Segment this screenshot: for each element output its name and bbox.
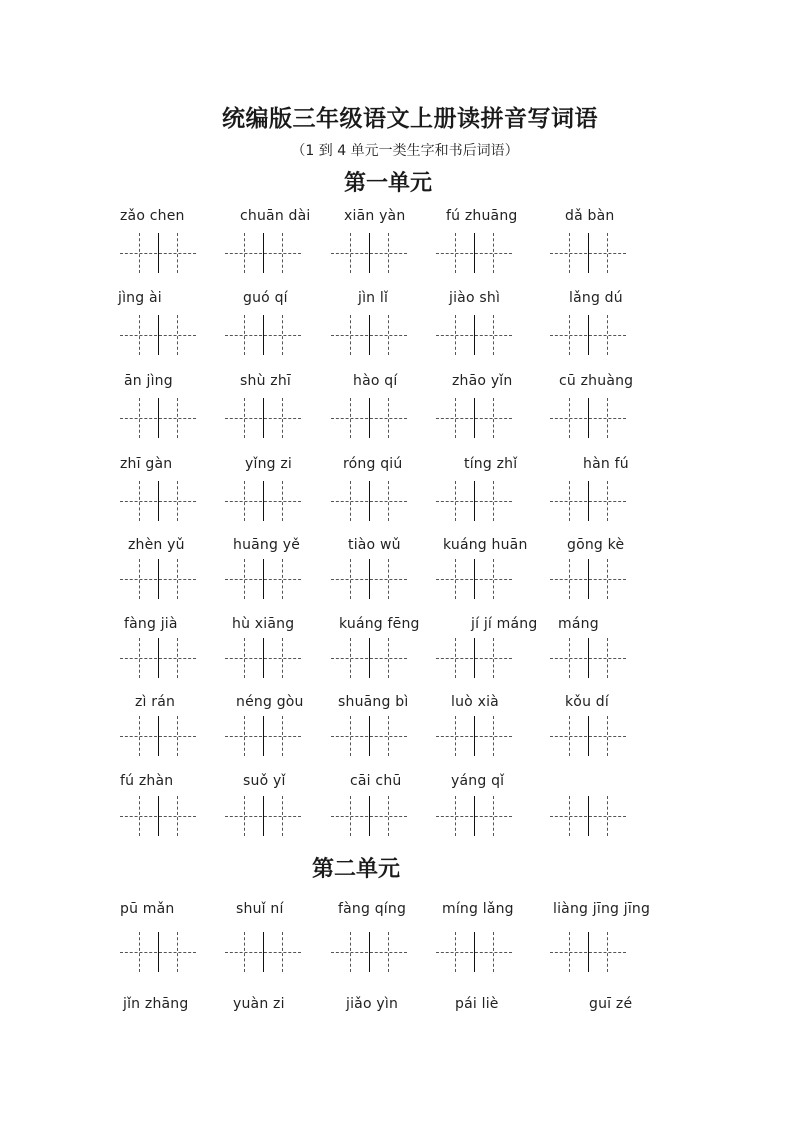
grid-guide [455, 559, 456, 599]
grid-guide [177, 233, 178, 273]
grid-divider [588, 796, 589, 836]
grid-guide [388, 481, 389, 521]
grid-divider [263, 233, 264, 273]
grid-guide [139, 233, 140, 273]
grid-divider [158, 481, 159, 521]
writing-grid [550, 638, 626, 678]
writing-grid [436, 932, 512, 972]
grid-guide [388, 638, 389, 678]
grid-guide [177, 716, 178, 756]
grid-guide [177, 315, 178, 355]
grid-divider [263, 559, 264, 599]
grid-guide [607, 638, 608, 678]
writing-grid [550, 716, 626, 756]
grid-guide [569, 796, 570, 836]
grid-guide [350, 638, 351, 678]
grid-divider [474, 315, 475, 355]
grid-guide [455, 716, 456, 756]
writing-grid [550, 233, 626, 273]
pinyin-prompt: zì rán [135, 694, 176, 710]
grid-guide [493, 233, 494, 273]
pinyin-prompt: néng gòu [236, 694, 304, 710]
grid-guide [607, 559, 608, 599]
grid-guide [455, 315, 456, 355]
grid-guide [177, 932, 178, 972]
pinyin-prompt: pū mǎn [120, 901, 175, 917]
grid-divider [369, 932, 370, 972]
grid-guide [569, 481, 570, 521]
grid-divider [158, 233, 159, 273]
grid-guide [607, 716, 608, 756]
pinyin-prompt: cū zhuàng [559, 373, 634, 389]
writing-grid [550, 315, 626, 355]
writing-grid [331, 398, 407, 438]
pinyin-prompt: jìng ài [118, 290, 162, 306]
grid-guide [388, 398, 389, 438]
grid-guide [244, 796, 245, 836]
pinyin-prompt: fàng jià [124, 616, 178, 632]
grid-guide [569, 315, 570, 355]
writing-grid [436, 559, 512, 599]
grid-guide [139, 716, 140, 756]
grid-divider [369, 638, 370, 678]
pinyin-prompt: tiào wǔ [348, 537, 401, 553]
pinyin-prompt: luò xià [451, 694, 499, 710]
grid-guide [244, 716, 245, 756]
grid-guide [177, 796, 178, 836]
writing-grid [550, 932, 626, 972]
grid-guide [177, 398, 178, 438]
grid-divider [369, 398, 370, 438]
grid-guide [455, 481, 456, 521]
pinyin-prompt: hào qí [353, 373, 398, 389]
writing-grid [120, 233, 196, 273]
grid-guide [139, 315, 140, 355]
grid-guide [244, 559, 245, 599]
grid-divider [158, 638, 159, 678]
grid-guide [282, 559, 283, 599]
grid-guide [569, 398, 570, 438]
grid-guide [139, 638, 140, 678]
pinyin-prompt: fàng qíng [338, 901, 407, 917]
grid-guide [350, 796, 351, 836]
grid-divider [369, 796, 370, 836]
grid-guide [282, 481, 283, 521]
writing-grid [120, 315, 196, 355]
pinyin-prompt: xiān yàn [344, 208, 406, 224]
writing-grid [225, 233, 301, 273]
pinyin-prompt: yǐng zi [245, 456, 293, 472]
grid-guide [493, 559, 494, 599]
grid-divider [588, 716, 589, 756]
writing-grid [120, 716, 196, 756]
grid-guide [607, 315, 608, 355]
pinyin-prompt: chuān dài [240, 208, 311, 224]
grid-guide [388, 716, 389, 756]
grid-guide [607, 796, 608, 836]
pinyin-prompt: zhāo yǐn [452, 373, 513, 389]
pinyin-prompt: jiào shì [449, 290, 501, 306]
grid-divider [263, 932, 264, 972]
writing-grid [436, 716, 512, 756]
writing-grid [331, 638, 407, 678]
pinyin-prompt: liàng jīng jīng [553, 901, 651, 917]
writing-grid [331, 932, 407, 972]
grid-divider [588, 932, 589, 972]
grid-guide [493, 638, 494, 678]
writing-grid [225, 315, 301, 355]
pinyin-prompt: zhī gàn [120, 456, 173, 472]
grid-guide [493, 315, 494, 355]
grid-guide [244, 481, 245, 521]
grid-divider [588, 233, 589, 273]
grid-divider [369, 716, 370, 756]
grid-guide [455, 932, 456, 972]
pinyin-prompt: fú zhàn [120, 773, 174, 789]
grid-guide [350, 315, 351, 355]
grid-guide [388, 559, 389, 599]
grid-guide [388, 315, 389, 355]
grid-guide [177, 638, 178, 678]
grid-guide [350, 559, 351, 599]
grid-divider [158, 398, 159, 438]
grid-divider [474, 559, 475, 599]
grid-divider [588, 638, 589, 678]
writing-grid [331, 315, 407, 355]
pinyin-prompt: huāng yě [233, 537, 301, 553]
grid-divider [263, 638, 264, 678]
writing-grid [331, 233, 407, 273]
pinyin-prompt: tíng zhǐ [464, 456, 518, 472]
grid-guide [282, 398, 283, 438]
grid-guide [455, 398, 456, 438]
grid-divider [158, 796, 159, 836]
writing-grid [436, 398, 512, 438]
unit-1-heading: 第一单元 [344, 171, 433, 196]
writing-grid [225, 481, 301, 521]
pinyin-prompt: shuǐ ní [236, 901, 284, 917]
grid-guide [177, 481, 178, 521]
grid-guide [607, 932, 608, 972]
grid-divider [369, 559, 370, 599]
grid-guide [569, 233, 570, 273]
grid-guide [139, 481, 140, 521]
pinyin-prompt: yuàn zi [233, 996, 285, 1012]
pinyin-prompt: fú zhuāng [446, 208, 518, 224]
pinyin-prompt: suǒ yǐ [243, 773, 286, 789]
writing-grid [331, 716, 407, 756]
pinyin-prompt: jí jí máng [471, 616, 538, 632]
writing-grid [225, 638, 301, 678]
grid-guide [493, 716, 494, 756]
grid-divider [158, 559, 159, 599]
grid-guide [177, 559, 178, 599]
grid-guide [493, 398, 494, 438]
pinyin-prompt: zǎo chen [120, 208, 185, 224]
writing-grid [120, 796, 196, 836]
pinyin-prompt: jǐn zhāng [123, 996, 189, 1012]
pinyin-prompt: shù zhī [240, 373, 292, 389]
pinyin-prompt: róng qiú [343, 456, 403, 472]
writing-grid [550, 796, 626, 836]
grid-guide [455, 233, 456, 273]
grid-guide [282, 638, 283, 678]
writing-grid [120, 638, 196, 678]
grid-guide [139, 559, 140, 599]
grid-guide [350, 481, 351, 521]
pinyin-prompt: guī zé [589, 996, 633, 1012]
writing-grid [120, 559, 196, 599]
grid-guide [139, 398, 140, 438]
grid-guide [569, 638, 570, 678]
grid-divider [158, 315, 159, 355]
grid-divider [588, 481, 589, 521]
grid-guide [388, 796, 389, 836]
grid-guide [607, 481, 608, 521]
pinyin-prompt: gōng kè [567, 537, 625, 553]
grid-divider [158, 716, 159, 756]
writing-grid [225, 398, 301, 438]
grid-divider [474, 481, 475, 521]
grid-guide [493, 481, 494, 521]
writing-grid [436, 233, 512, 273]
grid-divider [474, 716, 475, 756]
grid-guide [244, 233, 245, 273]
pinyin-prompt: shuāng bì [338, 694, 409, 710]
pinyin-prompt: zhèn yǔ [128, 537, 185, 553]
writing-grid [550, 559, 626, 599]
grid-guide [282, 932, 283, 972]
grid-guide [493, 932, 494, 972]
grid-divider [474, 233, 475, 273]
page-title: 统编版三年级语文上册读拼音写词语 [222, 106, 598, 132]
grid-guide [244, 932, 245, 972]
grid-guide [350, 233, 351, 273]
grid-guide [282, 315, 283, 355]
writing-grid [120, 932, 196, 972]
pinyin-prompt: kuáng huān [443, 537, 528, 553]
grid-divider [588, 398, 589, 438]
page-subtitle: （1 到 4 单元一类生字和书后词语） [291, 143, 519, 159]
grid-guide [569, 559, 570, 599]
grid-guide [139, 932, 140, 972]
grid-guide [350, 398, 351, 438]
pinyin-prompt: ān jìng [124, 373, 173, 389]
grid-guide [244, 638, 245, 678]
pinyin-prompt: pái liè [455, 996, 499, 1012]
writing-grid [331, 796, 407, 836]
writing-grid [550, 481, 626, 521]
grid-guide [455, 796, 456, 836]
pinyin-prompt: hù xiāng [232, 616, 295, 632]
grid-guide [388, 932, 389, 972]
grid-divider [474, 932, 475, 972]
grid-guide [350, 716, 351, 756]
pinyin-prompt: yáng qǐ [451, 773, 505, 789]
unit-2-heading: 第二单元 [312, 857, 401, 882]
grid-divider [588, 315, 589, 355]
pinyin-prompt: guó qí [243, 290, 288, 306]
pinyin-prompt: jiǎo yìn [346, 996, 399, 1012]
grid-guide [569, 932, 570, 972]
writing-grid [120, 481, 196, 521]
grid-divider [474, 796, 475, 836]
grid-divider [263, 796, 264, 836]
grid-guide [569, 716, 570, 756]
pinyin-prompt: kǒu dí [565, 694, 609, 710]
writing-grid [550, 398, 626, 438]
grid-divider [369, 481, 370, 521]
grid-guide [493, 796, 494, 836]
grid-divider [588, 559, 589, 599]
writing-grid [120, 398, 196, 438]
writing-grid [436, 638, 512, 678]
pinyin-prompt: cāi chū [350, 773, 402, 789]
pinyin-prompt: jìn lǐ [358, 290, 389, 306]
grid-guide [244, 398, 245, 438]
writing-grid [436, 796, 512, 836]
grid-divider [474, 398, 475, 438]
writing-grid [331, 559, 407, 599]
writing-grid [225, 932, 301, 972]
grid-guide [607, 233, 608, 273]
grid-guide [388, 233, 389, 273]
grid-guide [244, 315, 245, 355]
grid-guide [455, 638, 456, 678]
pinyin-prompt: lǎng dú [569, 290, 623, 306]
grid-guide [350, 932, 351, 972]
grid-guide [607, 398, 608, 438]
writing-grid [436, 315, 512, 355]
grid-divider [263, 315, 264, 355]
grid-guide [282, 233, 283, 273]
grid-divider [263, 716, 264, 756]
writing-grid [225, 559, 301, 599]
grid-divider [263, 481, 264, 521]
writing-grid [331, 481, 407, 521]
pinyin-prompt: máng [558, 616, 599, 632]
pinyin-prompt: hàn fú [583, 456, 629, 472]
grid-guide [139, 796, 140, 836]
writing-grid [436, 481, 512, 521]
pinyin-prompt: míng lǎng [442, 901, 514, 917]
writing-grid [225, 796, 301, 836]
pinyin-prompt: dǎ bàn [565, 208, 615, 224]
grid-guide [282, 716, 283, 756]
writing-grid [225, 716, 301, 756]
grid-divider [474, 638, 475, 678]
grid-guide [282, 796, 283, 836]
grid-divider [369, 315, 370, 355]
grid-divider [369, 233, 370, 273]
grid-divider [158, 932, 159, 972]
grid-divider [263, 398, 264, 438]
pinyin-prompt: kuáng fēng [339, 616, 420, 632]
